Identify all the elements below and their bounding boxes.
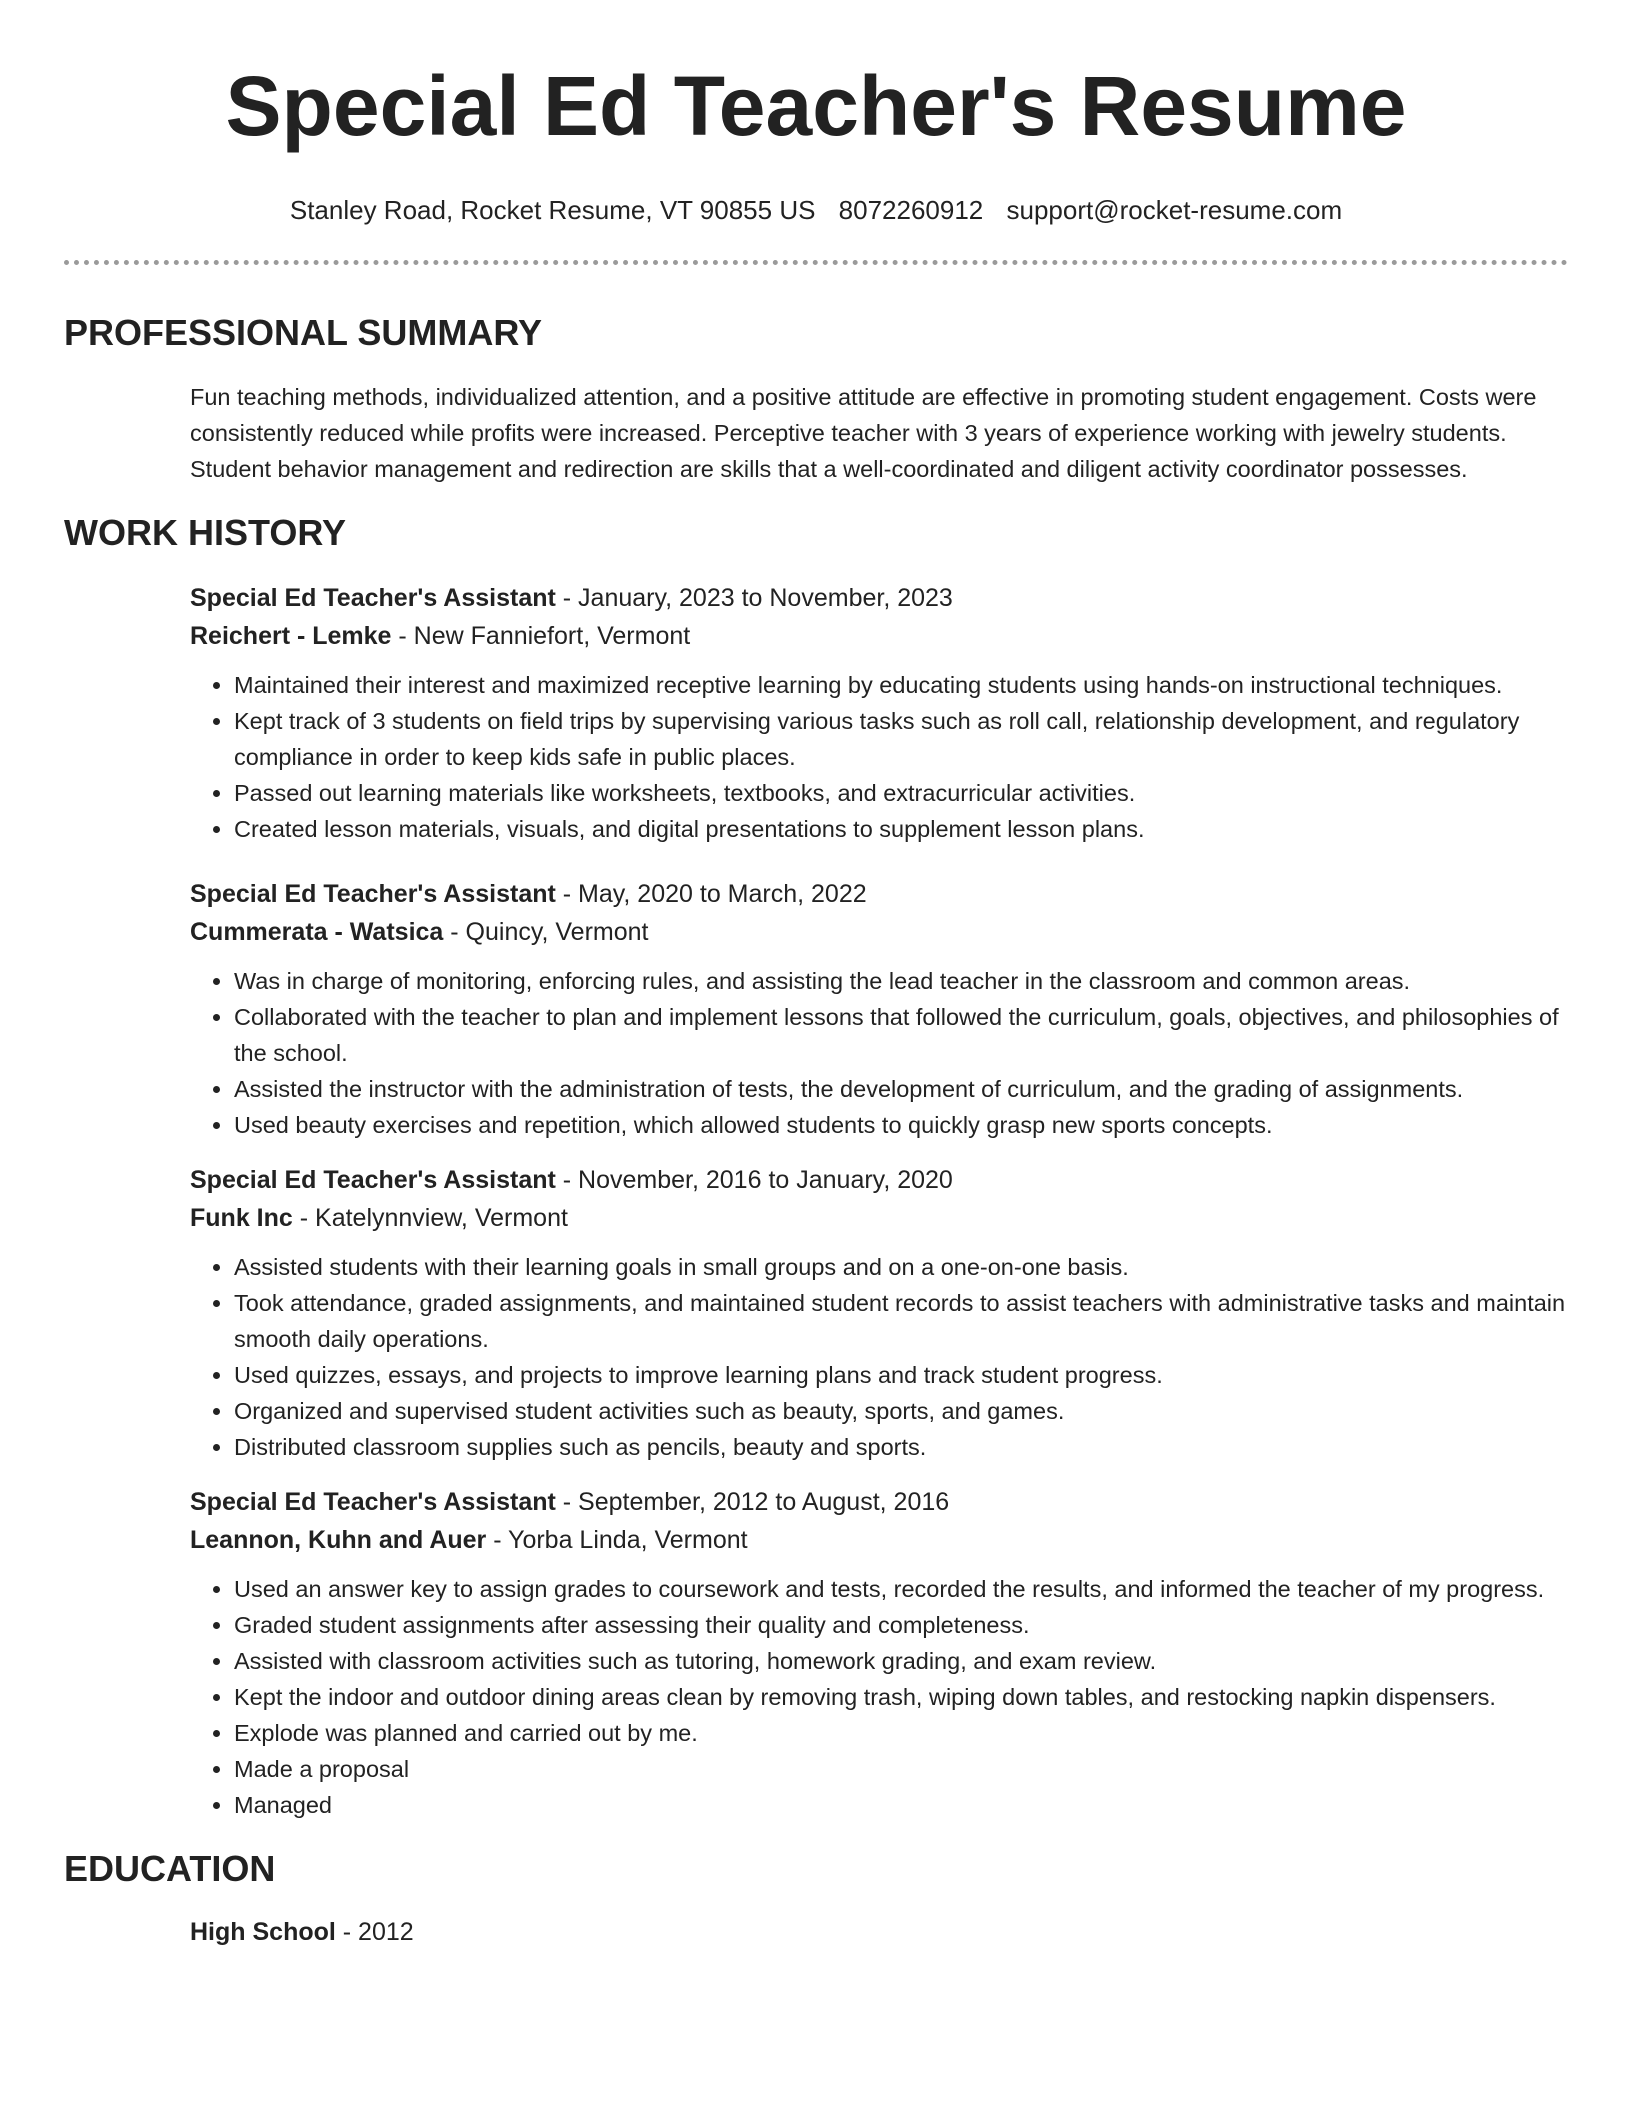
job-bullets (190, 667, 1568, 847)
education-degree: High School (190, 1918, 336, 1946)
contact-line (64, 194, 1568, 226)
job-entry (190, 875, 1568, 1143)
education-heading: EDUCATION (64, 1848, 276, 1889)
education-year: - 2012 (335, 1918, 414, 1946)
job-bullet: • Assisted with classroom activities such as tutoring, homework grading, and exam review. (234, 1643, 1568, 1679)
job-bullet: • Used quizzes, essays, and projects to improve learning plans and track student progress. (234, 1357, 1568, 1393)
job-role: Special Ed Teacher's Assistant (190, 880, 556, 908)
job-dates: - September, 2012 to August, 2016 (555, 1488, 950, 1516)
job-location: - Quincy, Vermont (443, 918, 649, 946)
job-bullet: • Assisted the instructor with the administration of tests, the development of curriculum, and the grading of assignments. (234, 1071, 1568, 1107)
job-title-line (190, 1483, 1568, 1521)
job-company-line (190, 1521, 1568, 1559)
job-bullet: • Kept the indoor and outdoor dining areas clean by removing trash, wiping down tables, and restocking napkin dispensers. (234, 1679, 1568, 1715)
job-bullet: • Made a proposal (234, 1751, 1568, 1787)
job-bullet: • Was in charge of monitoring, enforcing rules, and assisting the lead teacher in the classroom and common areas. (234, 963, 1568, 999)
job-bullet: • Passed out learning materials like worksheets, textbooks, and extracurricular activities. (234, 775, 1568, 811)
job-bullet: • Kept track of 3 students on field trips by supervising various tasks such as roll call, relationship development, and regulatory compliance in order to keep kids safe in public places. (234, 703, 1568, 775)
job-role: Special Ed Teacher's Assistant (190, 1166, 556, 1194)
education-section (64, 1847, 1568, 1951)
job-company-line (190, 1199, 1568, 1237)
job-entry (190, 1161, 1568, 1465)
work-history-heading: WORK HISTORY (64, 512, 347, 553)
job-dates: - November, 2016 to January, 2020 (555, 1166, 953, 1194)
job-bullets (190, 963, 1568, 1143)
job-bullet: • Distributed classroom supplies such as pencils, beauty and sports. (234, 1429, 1568, 1465)
header-divider (64, 260, 1568, 265)
job-entry (190, 579, 1568, 847)
job-bullet: • Collaborated with the teacher to plan and implement lessons that followed the curriculum, goals, objectives, and philosophies of the school. (234, 999, 1568, 1071)
job-dates: - May, 2020 to March, 2022 (555, 880, 867, 908)
summary-heading: PROFESSIONAL SUMMARY (64, 312, 543, 353)
job-title-line (190, 579, 1568, 617)
job-bullet: • Took attendance, graded assignments, and maintained student records to assist teachers with administrative tasks and maintain smooth daily operations. (234, 1285, 1568, 1357)
job-bullet: • Assisted students with their learning goals in small groups and on a one-on-one basis. (234, 1249, 1568, 1285)
job-role: Special Ed Teacher's Assistant (190, 1488, 556, 1516)
job-bullet: • Used beauty exercises and repetition, which allowed students to quickly grasp new sports concepts. (234, 1107, 1568, 1143)
resume-header (64, 0, 1568, 226)
job-location: - Yorba Linda, Vermont (486, 1526, 748, 1554)
job-bullet: • Explode was planned and carried out by me. (234, 1715, 1568, 1751)
contact-email: support@rocket-resume.com (1006, 195, 1343, 225)
job-company: Funk Inc (190, 1204, 293, 1232)
job-company: Leannon, Kuhn and Auer (190, 1526, 487, 1554)
job-bullet: • Graded student assignments after assessing their quality and completeness. (234, 1607, 1568, 1643)
job-company: Reichert - Lemke (190, 622, 392, 650)
contact-address: Stanley Road, Rocket Resume, VT 90855 US (289, 195, 816, 225)
job-bullet: • Used an answer key to assign grades to coursework and tests, recorded the results, and informed the teacher of my progress. (234, 1571, 1568, 1607)
job-entry (190, 1483, 1568, 1823)
job-location: - Katelynnview, Vermont (292, 1204, 568, 1232)
summary-text: Fun teaching methods, individualized attention, and a positive attitude are effective in promoting student engagement. Costs were consistently reduced while profits were increased. Perceptive teacher with 3 years of experience working with jewelry students. Student behavior management and redirection are skills that a well-coordinated and diligent activity coordinator possesses. (190, 384, 1537, 482)
job-bullets (190, 1249, 1568, 1465)
job-role: Special Ed Teacher's Assistant (190, 584, 556, 612)
job-bullet: • Created lesson materials, visuals, and digital presentations to supplement lesson plans. (234, 811, 1568, 847)
job-dates: - January, 2023 to November, 2023 (555, 584, 953, 612)
resume-title: Special Ed Teacher's Resume (225, 59, 1407, 153)
job-location: - New Fanniefort, Vermont (391, 622, 691, 650)
job-title-line (190, 875, 1568, 913)
job-company-line (190, 913, 1568, 951)
job-title-line (190, 1161, 1568, 1199)
job-bullet: • Organized and supervised student activities such as beauty, sports, and games. (234, 1393, 1568, 1429)
work-history-section (64, 511, 1568, 1823)
education-entry (190, 1913, 1568, 1951)
job-company: Cummerata - Watsica (190, 918, 444, 946)
job-bullet: • Maintained their interest and maximized receptive learning by educating students using hands-on instructional techniques. (234, 667, 1568, 703)
contact-phone: 8072260912 (838, 195, 984, 225)
summary-section (64, 311, 1568, 487)
job-bullets (190, 1571, 1568, 1823)
job-bullet: • Managed (234, 1787, 1568, 1823)
job-company-line (190, 617, 1568, 655)
